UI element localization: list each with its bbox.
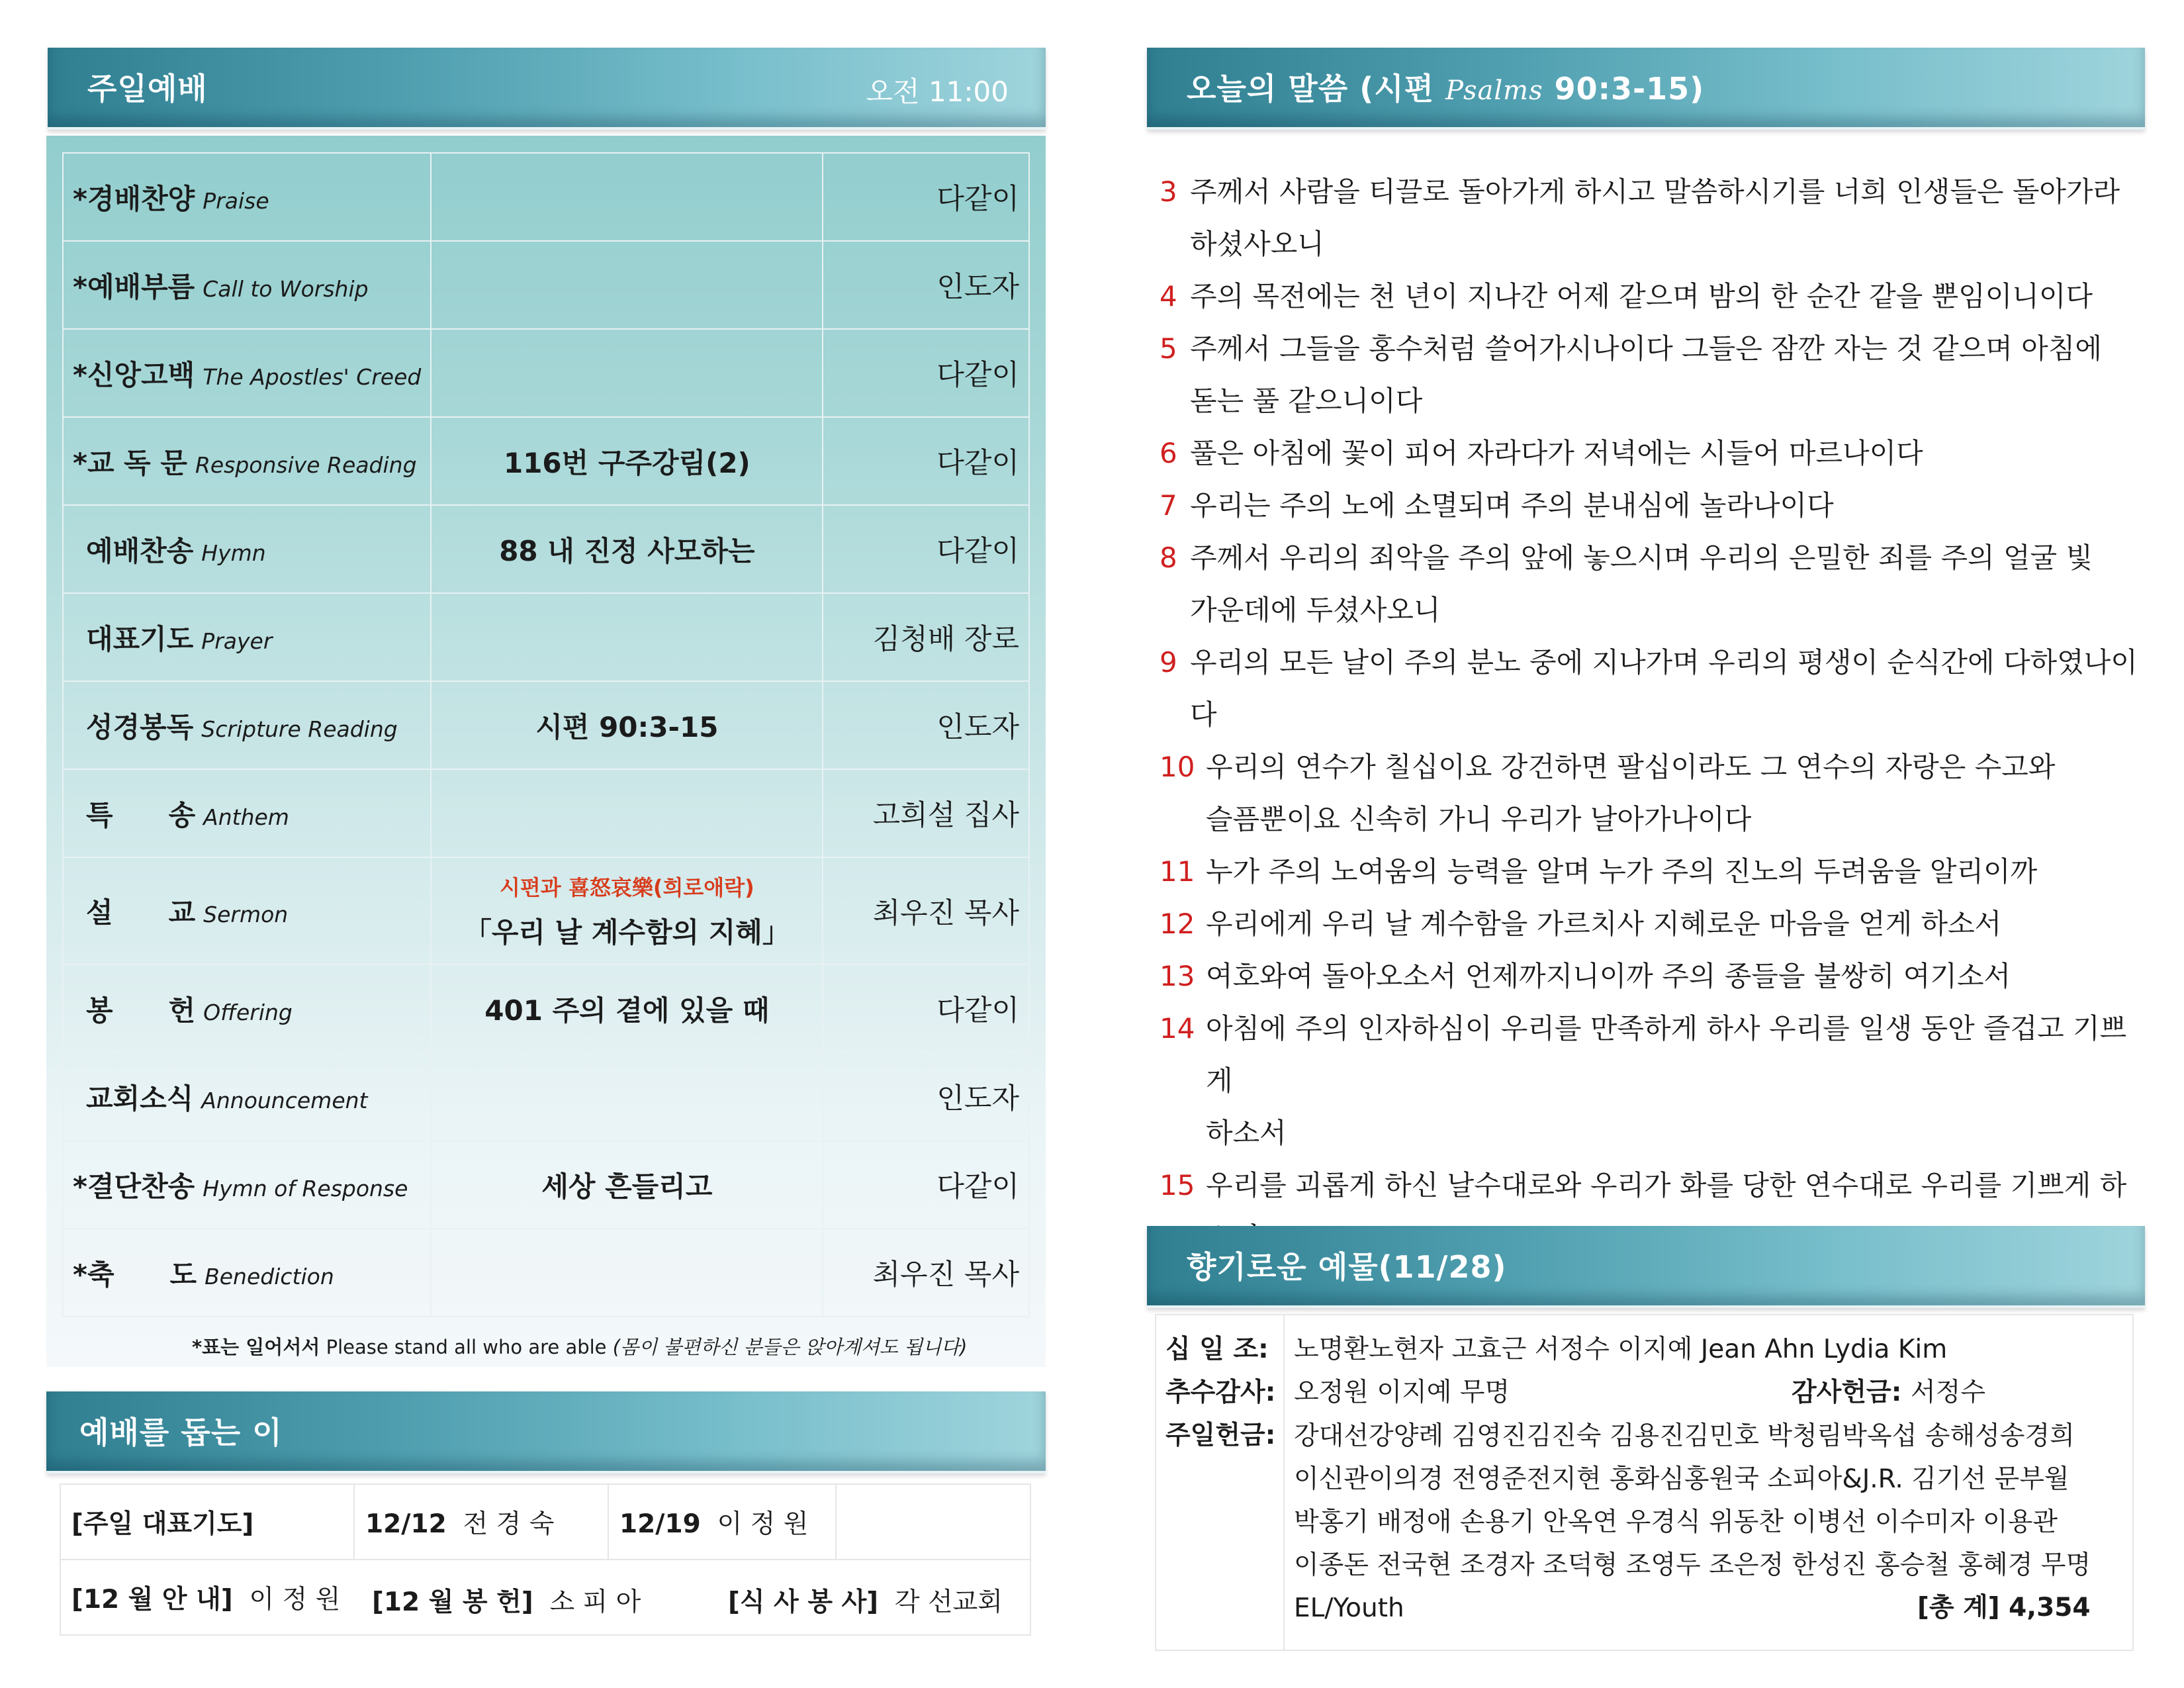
worship-order-table bbox=[62, 152, 1030, 1317]
order-item-ko: 특 송 bbox=[86, 798, 196, 831]
order-detail bbox=[431, 241, 823, 329]
order-leader: 다같이 bbox=[823, 1141, 1029, 1229]
verse-number: 13 bbox=[1160, 960, 1195, 992]
sunday-names-line: 박홍기 배정애 손용기 안옥연 우경식 위동찬 이병선 이수미자 이용관 bbox=[1294, 1507, 2058, 1537]
offering-duty-label: [12 월 봉 헌] bbox=[372, 1587, 533, 1617]
sunday-label: 주일헌금: bbox=[1165, 1421, 1276, 1450]
verse-line: 가운데에 두셨사오니 bbox=[1190, 594, 1441, 626]
order-item-ko: *교 독 문 bbox=[73, 446, 187, 479]
order-item-en: Announcement bbox=[201, 1087, 368, 1113]
order-row bbox=[63, 964, 1029, 1053]
prayer-name-2: 이 정 원 bbox=[717, 1509, 809, 1539]
verse-text bbox=[1206, 1002, 2152, 1159]
verse-line: 주께서 우리의 죄악을 주의 앞에 놓으시며 우리의 은밀한 죄를 주의 얼굴 빛 bbox=[1190, 541, 2093, 574]
order-row bbox=[63, 1229, 1029, 1317]
tithe-label: 십 일 조: bbox=[1165, 1335, 1269, 1364]
order-detail-text: 116번 구주강림(2) bbox=[503, 446, 751, 479]
verse-line: 우리에게 우리 날 계수함을 가르치사 지혜로운 마음을 얻게 하소서 bbox=[1206, 908, 2002, 940]
thanks-names: 서정수 bbox=[1911, 1378, 1986, 1407]
worship-order-panel bbox=[46, 136, 1046, 1367]
harvest-names: 오정원 이지예 무명 bbox=[1294, 1378, 1510, 1407]
order-item bbox=[63, 593, 431, 681]
order-item-en: Offering bbox=[203, 999, 293, 1025]
sunday-names-line: 이신관이의경 전영준전지현 홍화심홍원국 소피아&J.R. 김기선 문부월 bbox=[1294, 1464, 2070, 1494]
order-row bbox=[63, 681, 1029, 769]
order-leader: 다같이 bbox=[823, 329, 1029, 417]
meal-duty-name: 각 선교회 bbox=[894, 1587, 1003, 1617]
order-row bbox=[63, 417, 1029, 505]
helpers-table bbox=[60, 1483, 1031, 1636]
order-item-ko: 예배찬송 bbox=[86, 534, 194, 567]
usher-name: 이 정 원 bbox=[249, 1585, 341, 1615]
verse bbox=[1160, 270, 2152, 322]
scripture-title-ref: 90:3-15) bbox=[1554, 71, 1705, 107]
order-item-en: Hymn of Response bbox=[203, 1175, 408, 1201]
order-item-ko: 설 교 bbox=[86, 896, 196, 929]
order-leader: 인도자 bbox=[823, 681, 1029, 769]
order-detail bbox=[431, 1053, 823, 1141]
order-item bbox=[63, 1053, 431, 1141]
verse bbox=[1160, 950, 2152, 1002]
verse-line: 주께서 그들을 홍수처럼 쓸어가시나이다 그들은 잠깐 자는 것 같으며 아침에 bbox=[1190, 332, 2102, 365]
order-leader: 고희설 집사 bbox=[823, 769, 1029, 857]
verse-text bbox=[1206, 898, 2152, 950]
verse-number: 10 bbox=[1160, 751, 1195, 783]
order-item-ko: 봉 헌 bbox=[86, 994, 196, 1027]
prayer-name-1: 전 경 숙 bbox=[463, 1509, 555, 1539]
verse-line: 주께서 사람을 티끌로 돌아가게 하시고 말씀하시기를 너희 인생들은 돌아가라 bbox=[1190, 175, 2120, 208]
order-detail bbox=[431, 505, 823, 593]
verse-text bbox=[1190, 322, 2152, 427]
order-detail bbox=[431, 681, 823, 769]
verse-number: 4 bbox=[1160, 280, 1177, 312]
note-italic: (몸이 불편하신 분들은 앉아계셔도 됩니다) bbox=[612, 1336, 968, 1358]
order-row bbox=[63, 769, 1029, 857]
prayer-date-2: 12/19 bbox=[619, 1509, 701, 1539]
verse-line: 아침에 주의 인자하심이 우리를 만족하게 하사 우리를 일생 동안 즐겁고 기쁘게 bbox=[1206, 1012, 2127, 1097]
order-item bbox=[63, 1141, 431, 1229]
worship-time: 오전 11:00 bbox=[866, 75, 1009, 108]
worship-header bbox=[48, 48, 1046, 130]
order-detail-text: 시편 90:3-15 bbox=[535, 710, 719, 743]
scripture-title bbox=[1187, 65, 1704, 109]
order-item bbox=[63, 505, 431, 593]
order-row bbox=[63, 593, 1029, 681]
verse-line: 여호와여 돌아오소서 언제까지니이까 주의 종들을 불쌍히 여기소서 bbox=[1206, 960, 2011, 992]
order-detail bbox=[431, 1229, 823, 1317]
order-detail bbox=[431, 1141, 823, 1229]
order-item-ko: *축 도 bbox=[73, 1258, 197, 1291]
order-item bbox=[63, 329, 431, 417]
order-leader: 김청배 장로 bbox=[823, 593, 1029, 681]
order-item-ko: *예배부름 bbox=[73, 270, 195, 303]
order-detail-text: 세상 흔들리고 bbox=[541, 1170, 713, 1203]
scripture-title-ko: 오늘의 말씀 (시편 bbox=[1187, 71, 1435, 107]
verse-line: 하셨사오니 bbox=[1190, 228, 1324, 260]
verse-line: 우리의 모든 날이 주의 분노 중에 지나가며 우리의 평생이 순식간에 다하였나이다 bbox=[1190, 646, 2138, 731]
verse-number: 15 bbox=[1160, 1169, 1195, 1201]
order-detail bbox=[431, 329, 823, 417]
order-row bbox=[63, 505, 1029, 593]
order-item-ko: 대표기도 bbox=[86, 622, 194, 655]
total-label: [총 계] bbox=[1917, 1593, 2000, 1622]
order-item-en: Praise bbox=[203, 187, 269, 214]
order-item bbox=[63, 769, 431, 857]
sunday-names-line: 강대선강양례 김영진김진숙 김용진김민호 박청림박옥섭 송해성송경희 bbox=[1294, 1421, 2075, 1451]
order-row bbox=[63, 1141, 1029, 1229]
helpers-header bbox=[46, 1391, 1046, 1474]
order-item-en: Call to Worship bbox=[203, 275, 369, 302]
order-row bbox=[63, 241, 1029, 329]
order-detail-text: 「우리 날 계수함의 지혜」 bbox=[463, 916, 790, 949]
order-row bbox=[63, 857, 1029, 964]
helpers-title: 예배를 돕는 이 bbox=[79, 1415, 283, 1450]
order-leader: 최우진 목사 bbox=[823, 1229, 1029, 1317]
order-leader: 인도자 bbox=[823, 1053, 1029, 1141]
offering-header bbox=[1147, 1226, 2145, 1308]
verse-line: 슬픔뿐이요 신속히 가니 우리가 날아가나이다 bbox=[1206, 803, 1752, 835]
order-detail bbox=[431, 964, 823, 1053]
order-detail bbox=[431, 417, 823, 505]
order-item-en: Scripture Reading bbox=[201, 716, 398, 742]
order-detail-text: 88 내 진정 사모하는 bbox=[499, 534, 755, 567]
order-item bbox=[63, 241, 431, 329]
order-item bbox=[63, 1229, 431, 1317]
verse-number: 12 bbox=[1160, 908, 1195, 940]
order-item-en: Sermon bbox=[203, 902, 289, 927]
offering-divider bbox=[1283, 1315, 1285, 1650]
verse bbox=[1160, 479, 2152, 532]
verse-line: 누가 주의 노여움의 능력을 알며 누가 주의 진노의 두려움을 알리이까 bbox=[1206, 855, 2038, 888]
verse bbox=[1160, 1002, 2152, 1159]
verse-text bbox=[1190, 636, 2152, 741]
verse-text bbox=[1190, 532, 2152, 636]
verse bbox=[1160, 427, 2152, 479]
order-leader: 최우진 목사 bbox=[823, 857, 1029, 964]
verse bbox=[1160, 165, 2152, 270]
order-row bbox=[63, 329, 1029, 417]
order-item-ko: *신앙고백 bbox=[73, 358, 195, 391]
verse-text bbox=[1206, 845, 2152, 898]
note-en: Please stand all who are able bbox=[326, 1336, 607, 1358]
order-item bbox=[63, 964, 431, 1053]
order-detail bbox=[431, 593, 823, 681]
note-bold: *표는 일어서서 bbox=[192, 1336, 320, 1358]
verse-text bbox=[1190, 270, 2152, 322]
helpers-row-prayer bbox=[60, 1484, 1030, 1560]
order-row bbox=[63, 153, 1029, 241]
verse-number: 11 bbox=[1160, 855, 1195, 888]
verse-text bbox=[1190, 427, 2152, 479]
verse-line: 주의 목전에는 천 년이 지나간 어제 같으며 밤의 한 순간 같을 뿐임이니이다 bbox=[1190, 280, 2093, 312]
harvest-label: 추수감사: bbox=[1165, 1378, 1276, 1407]
total bbox=[1917, 1587, 2091, 1624]
order-leader: 다같이 bbox=[823, 964, 1029, 1053]
verse-text bbox=[1190, 165, 2152, 270]
order-item-en: Benediction bbox=[205, 1263, 334, 1289]
sermon-subtitle: 시편과 喜怒哀樂(희로애락) bbox=[499, 875, 754, 900]
thanks-label: 감사헌금: bbox=[1792, 1378, 1902, 1407]
verse bbox=[1160, 898, 2152, 950]
order-detail bbox=[431, 857, 823, 964]
verse-text bbox=[1206, 741, 2152, 845]
order-leader: 다같이 bbox=[823, 153, 1029, 241]
scripture-header bbox=[1147, 48, 2145, 130]
verse bbox=[1160, 741, 2152, 845]
order-item bbox=[63, 857, 431, 964]
verse-number: 8 bbox=[1160, 541, 1177, 574]
verse-line: 돋는 풀 같으니이다 bbox=[1190, 385, 1423, 417]
usher-label: [12 월 안 내] bbox=[71, 1585, 233, 1615]
order-detail bbox=[431, 153, 823, 241]
verse-text bbox=[1206, 950, 2152, 1002]
verse bbox=[1160, 532, 2152, 636]
verse-text bbox=[1190, 479, 2152, 532]
meal-duty-label: [식 사 봉 사] bbox=[728, 1587, 879, 1617]
verse-number: 6 bbox=[1160, 437, 1177, 469]
verse bbox=[1160, 322, 2152, 427]
verse-line: 우리는 주의 노에 소멸되며 주의 분내심에 놀라나이다 bbox=[1190, 489, 1834, 522]
scripture-verses bbox=[1160, 165, 2152, 1264]
verse bbox=[1160, 636, 2152, 741]
verse-line: 우리를 괴롭게 하신 날수대로와 우리가 화를 당한 연수대로 우리를 기쁘게 하 bbox=[1206, 1169, 2127, 1201]
verse-line: 하소서 bbox=[1206, 1117, 1287, 1149]
verse-number: 3 bbox=[1160, 175, 1177, 208]
tithe-names: 노명환노현자 고효근 서정수 이지예 Jean Ahn Lydia Kim bbox=[1294, 1335, 1948, 1364]
order-row bbox=[63, 1053, 1029, 1141]
verse bbox=[1160, 845, 2152, 898]
order-item-en: The Apostles' Creed bbox=[203, 363, 422, 390]
order-detail-text: 401 주의 곁에 있을 때 bbox=[484, 994, 770, 1027]
worship-title: 주일예배 bbox=[87, 71, 208, 107]
verse-number: 9 bbox=[1160, 646, 1177, 679]
prayer-label: [주일 대표기도] bbox=[71, 1509, 254, 1539]
order-leader: 인도자 bbox=[823, 241, 1029, 329]
sunday-names-line: 이종돈 전국현 조경자 조덕형 조영두 조은정 한성진 홍승철 홍혜경 무명 bbox=[1294, 1550, 2091, 1580]
order-item bbox=[63, 153, 431, 241]
order-item-ko: 성경봉독 bbox=[86, 710, 194, 743]
verse-line: 우리의 연수가 칠십이요 강건하면 팔십이라도 그 연수의 자랑은 수고와 bbox=[1206, 751, 2056, 783]
offering-title: 향기로운 예물(11/28) bbox=[1187, 1249, 1507, 1285]
order-item-ko: 교회소식 bbox=[86, 1082, 194, 1115]
order-item-ko: *결단찬송 bbox=[73, 1170, 195, 1203]
order-detail bbox=[431, 769, 823, 857]
order-item-en: Responsive Reading bbox=[195, 451, 417, 478]
order-item bbox=[63, 681, 431, 769]
helpers-row-roles bbox=[60, 1560, 1030, 1635]
order-leader: 다같이 bbox=[823, 505, 1029, 593]
prayer-date-1: 12/12 bbox=[365, 1509, 447, 1539]
total-value: 4,354 bbox=[2009, 1593, 2091, 1622]
order-item-en: Prayer bbox=[201, 628, 273, 654]
verse-line: 풀은 아침에 꽃이 피어 자라다가 저녁에는 시들어 마르나이다 bbox=[1190, 437, 1923, 469]
scripture-title-en: Psalms bbox=[1445, 75, 1543, 106]
standing-note bbox=[192, 1333, 968, 1360]
sunday-names-line: EL/Youth bbox=[1294, 1593, 1404, 1623]
offering-duty-name: 소 피 아 bbox=[549, 1587, 641, 1617]
verse-number: 14 bbox=[1160, 1012, 1195, 1045]
order-leader: 다같이 bbox=[823, 417, 1029, 505]
order-item bbox=[63, 417, 431, 505]
verse-number: 7 bbox=[1160, 489, 1177, 522]
order-item-en: Anthem bbox=[203, 804, 289, 830]
offering-table bbox=[1155, 1314, 2134, 1651]
verse-number: 5 bbox=[1160, 332, 1177, 365]
order-item-ko: *경배찬양 bbox=[73, 182, 195, 215]
order-item-en: Hymn bbox=[201, 539, 266, 566]
